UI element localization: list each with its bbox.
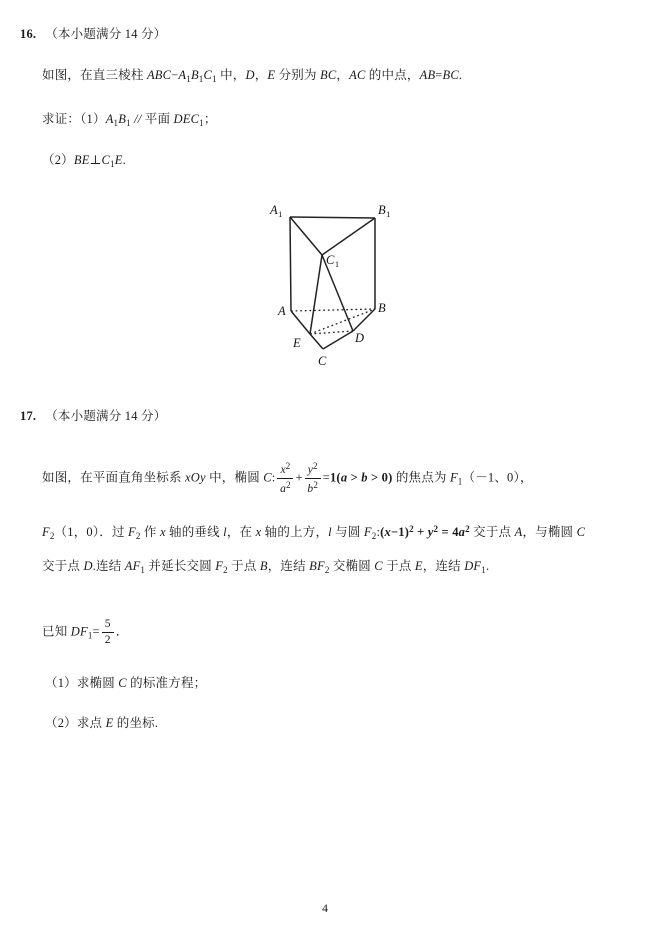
prism-edge <box>291 311 310 334</box>
prism-edge <box>290 217 375 218</box>
prism-edge <box>353 309 375 331</box>
problem-16-header <box>20 24 166 42</box>
problem-17-line-1: 如图，在平面直角坐标系 xOy 中，椭圆 C: $\frac{x^2}{a^2}$ + $\frac{y^2}{b^2}$ =1(a > b > 0) 的焦点为 $F_1(-1$、0）， <box>42 461 533 496</box>
prism-edge <box>323 331 353 349</box>
prism-edge <box>310 255 322 334</box>
problem-16-proof-1: 求证：$(1)A_1B_1$ // 平面 $DEC_1$； <box>42 112 217 128</box>
problem-17-title: （本小题满分 14 分） <box>45 409 167 423</box>
prism-figure-svg <box>258 200 410 372</box>
problem-16-number: 16. <box>20 27 37 41</box>
vertex-label-a: A <box>278 304 286 318</box>
prism-edge-dashed <box>291 309 375 311</box>
vertex-label-b1: $B_1$ <box>378 203 391 219</box>
vertex-label-a1: $A_1$ <box>270 203 283 219</box>
problem-16-intro: 如图，在直三棱柱 $ABC-A_1B_1C_1$ 中，D，E 分别为 BC，AC 的中点，AB=BC. <box>42 68 463 84</box>
problem-16-proof-2: $(2)BE\perp C_1E$. <box>42 153 126 169</box>
problem-17-line-4: 已知 $DF_1=$ $\frac{5}{2}$ ． <box>42 618 129 647</box>
vertex-label-c: C <box>318 354 327 368</box>
problem-16-title: （本小题满分 14 分） <box>45 27 167 41</box>
prism-edge <box>310 334 323 349</box>
problem-17-line-3: 交于点 D.连结 $AF_1$ 并延长交圆 $F_2$ 于点 B，连结 $BF_2$ 交椭圆 C 于点 E，连结 $DF_1$. <box>42 559 490 575</box>
vertex-label-d: D <box>355 331 365 345</box>
problem-17-number: 17. <box>20 409 37 423</box>
problem-17-header <box>20 406 166 424</box>
vertex-label-c1: $C_1$ <box>326 253 340 269</box>
prism-edge <box>290 217 291 311</box>
vertex-label-b: B <box>378 301 386 315</box>
problem-17-item-1: （1）求椭圆 C 的标准方程； <box>45 676 207 690</box>
prism-edge-dashed <box>310 309 375 334</box>
problem-17-item-2: （2）求点 E 的坐标. <box>45 716 159 730</box>
vertex-label-e: E <box>293 336 301 350</box>
prism-edge-dashed <box>310 331 353 334</box>
prism-edge <box>322 218 375 255</box>
problem-17-line-2: $F_2(1$，0）．过 $F_2$ 作 x 轴的垂线 l，在 x 轴的上方，l 与圆 $F_2:(x-1)^2 + y^2 = 4a^2$ 交于点 A，与椭圆 C <box>42 524 586 541</box>
page-number: 4 <box>322 901 328 915</box>
prism-edge <box>290 217 322 255</box>
